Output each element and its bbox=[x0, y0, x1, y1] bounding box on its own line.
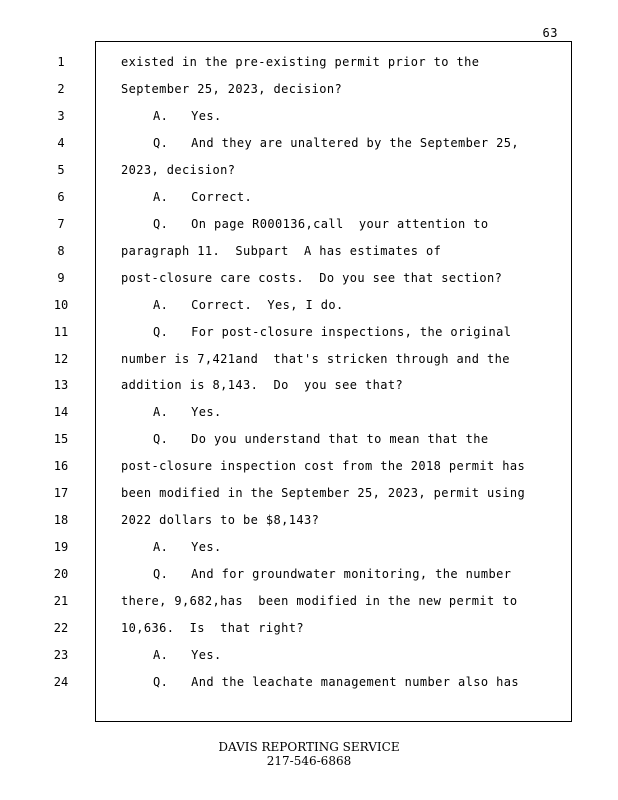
line-number: 10 bbox=[53, 298, 69, 312]
transcript-line: A. Yes. bbox=[153, 109, 222, 123]
transcript-line: Q. On page R000136,call your attention to bbox=[153, 217, 489, 231]
line-number: 23 bbox=[53, 648, 69, 662]
transcript-line: A. Correct. Yes, I do. bbox=[153, 298, 344, 312]
transcript-line: Q. For post-closure inspections, the original bbox=[153, 325, 512, 339]
line-number: 16 bbox=[53, 459, 69, 473]
line-number: 20 bbox=[53, 567, 69, 581]
line-number: 21 bbox=[53, 594, 69, 608]
line-number: 13 bbox=[53, 378, 69, 392]
transcript-line: Q. And for groundwater monitoring, the number bbox=[153, 567, 512, 581]
line-number: 14 bbox=[53, 405, 69, 419]
transcript-line: addition is 8,143. Do you see that? bbox=[121, 378, 404, 392]
line-number: 1 bbox=[57, 55, 65, 69]
line-number: 11 bbox=[53, 325, 69, 339]
transcript-line: existed in the pre-existing permit prior to the bbox=[121, 55, 480, 69]
transcript-line: there, 9,682,has been modified in the new permit to bbox=[121, 594, 518, 608]
line-number: 17 bbox=[53, 486, 69, 500]
reporter-footer bbox=[0, 740, 618, 768]
transcript-line: been modified in the September 25, 2023, permit using bbox=[121, 486, 526, 500]
transcript-line: A. Yes. bbox=[153, 648, 222, 662]
line-number: 6 bbox=[57, 190, 65, 204]
line-number: 22 bbox=[53, 621, 69, 635]
transcript-line: post-closure care costs. Do you see that section? bbox=[121, 271, 503, 285]
transcript-line: paragraph 11. Subpart A has estimates of bbox=[121, 244, 442, 258]
line-number: 4 bbox=[57, 136, 65, 150]
reporter-company: DAVIS REPORTING SERVICE bbox=[218, 740, 400, 754]
transcript-line: Q. And they are unaltered by the September 25, bbox=[153, 136, 519, 150]
line-number: 9 bbox=[57, 271, 65, 285]
transcript-line: 2022 dollars to be $8,143? bbox=[121, 513, 320, 527]
line-number: 24 bbox=[53, 675, 69, 689]
line-number-column bbox=[0, 0, 95, 800]
line-number: 18 bbox=[53, 513, 69, 527]
line-number: 12 bbox=[53, 352, 69, 366]
line-number: 3 bbox=[57, 109, 65, 123]
transcript-line: A. Yes. bbox=[153, 405, 222, 419]
line-number: 15 bbox=[53, 432, 69, 446]
transcript-line: A. Correct. bbox=[153, 190, 253, 204]
line-number: 8 bbox=[57, 244, 65, 258]
line-number: 2 bbox=[57, 82, 65, 96]
line-number: 19 bbox=[53, 540, 69, 554]
transcript-line: 2023, decision? bbox=[121, 163, 236, 177]
transcript-line: Q. Do you understand that to mean that the bbox=[153, 432, 489, 446]
transcript-line: 10,636. Is that right? bbox=[121, 621, 304, 635]
transcript-line: A. Yes. bbox=[153, 540, 222, 554]
transcript-line: Q. And the leachate management number also has bbox=[153, 675, 519, 689]
transcript-line: post-closure inspection cost from the 2018 permit has bbox=[121, 459, 526, 473]
page-number: 63 bbox=[542, 26, 558, 40]
transcript-line: September 25, 2023, decision? bbox=[121, 82, 343, 96]
transcript-line: number is 7,421and that's stricken through and the bbox=[121, 352, 510, 366]
reporter-phone: 217-546-6868 bbox=[266, 754, 352, 768]
line-number: 5 bbox=[57, 163, 65, 177]
line-number: 7 bbox=[57, 217, 65, 231]
